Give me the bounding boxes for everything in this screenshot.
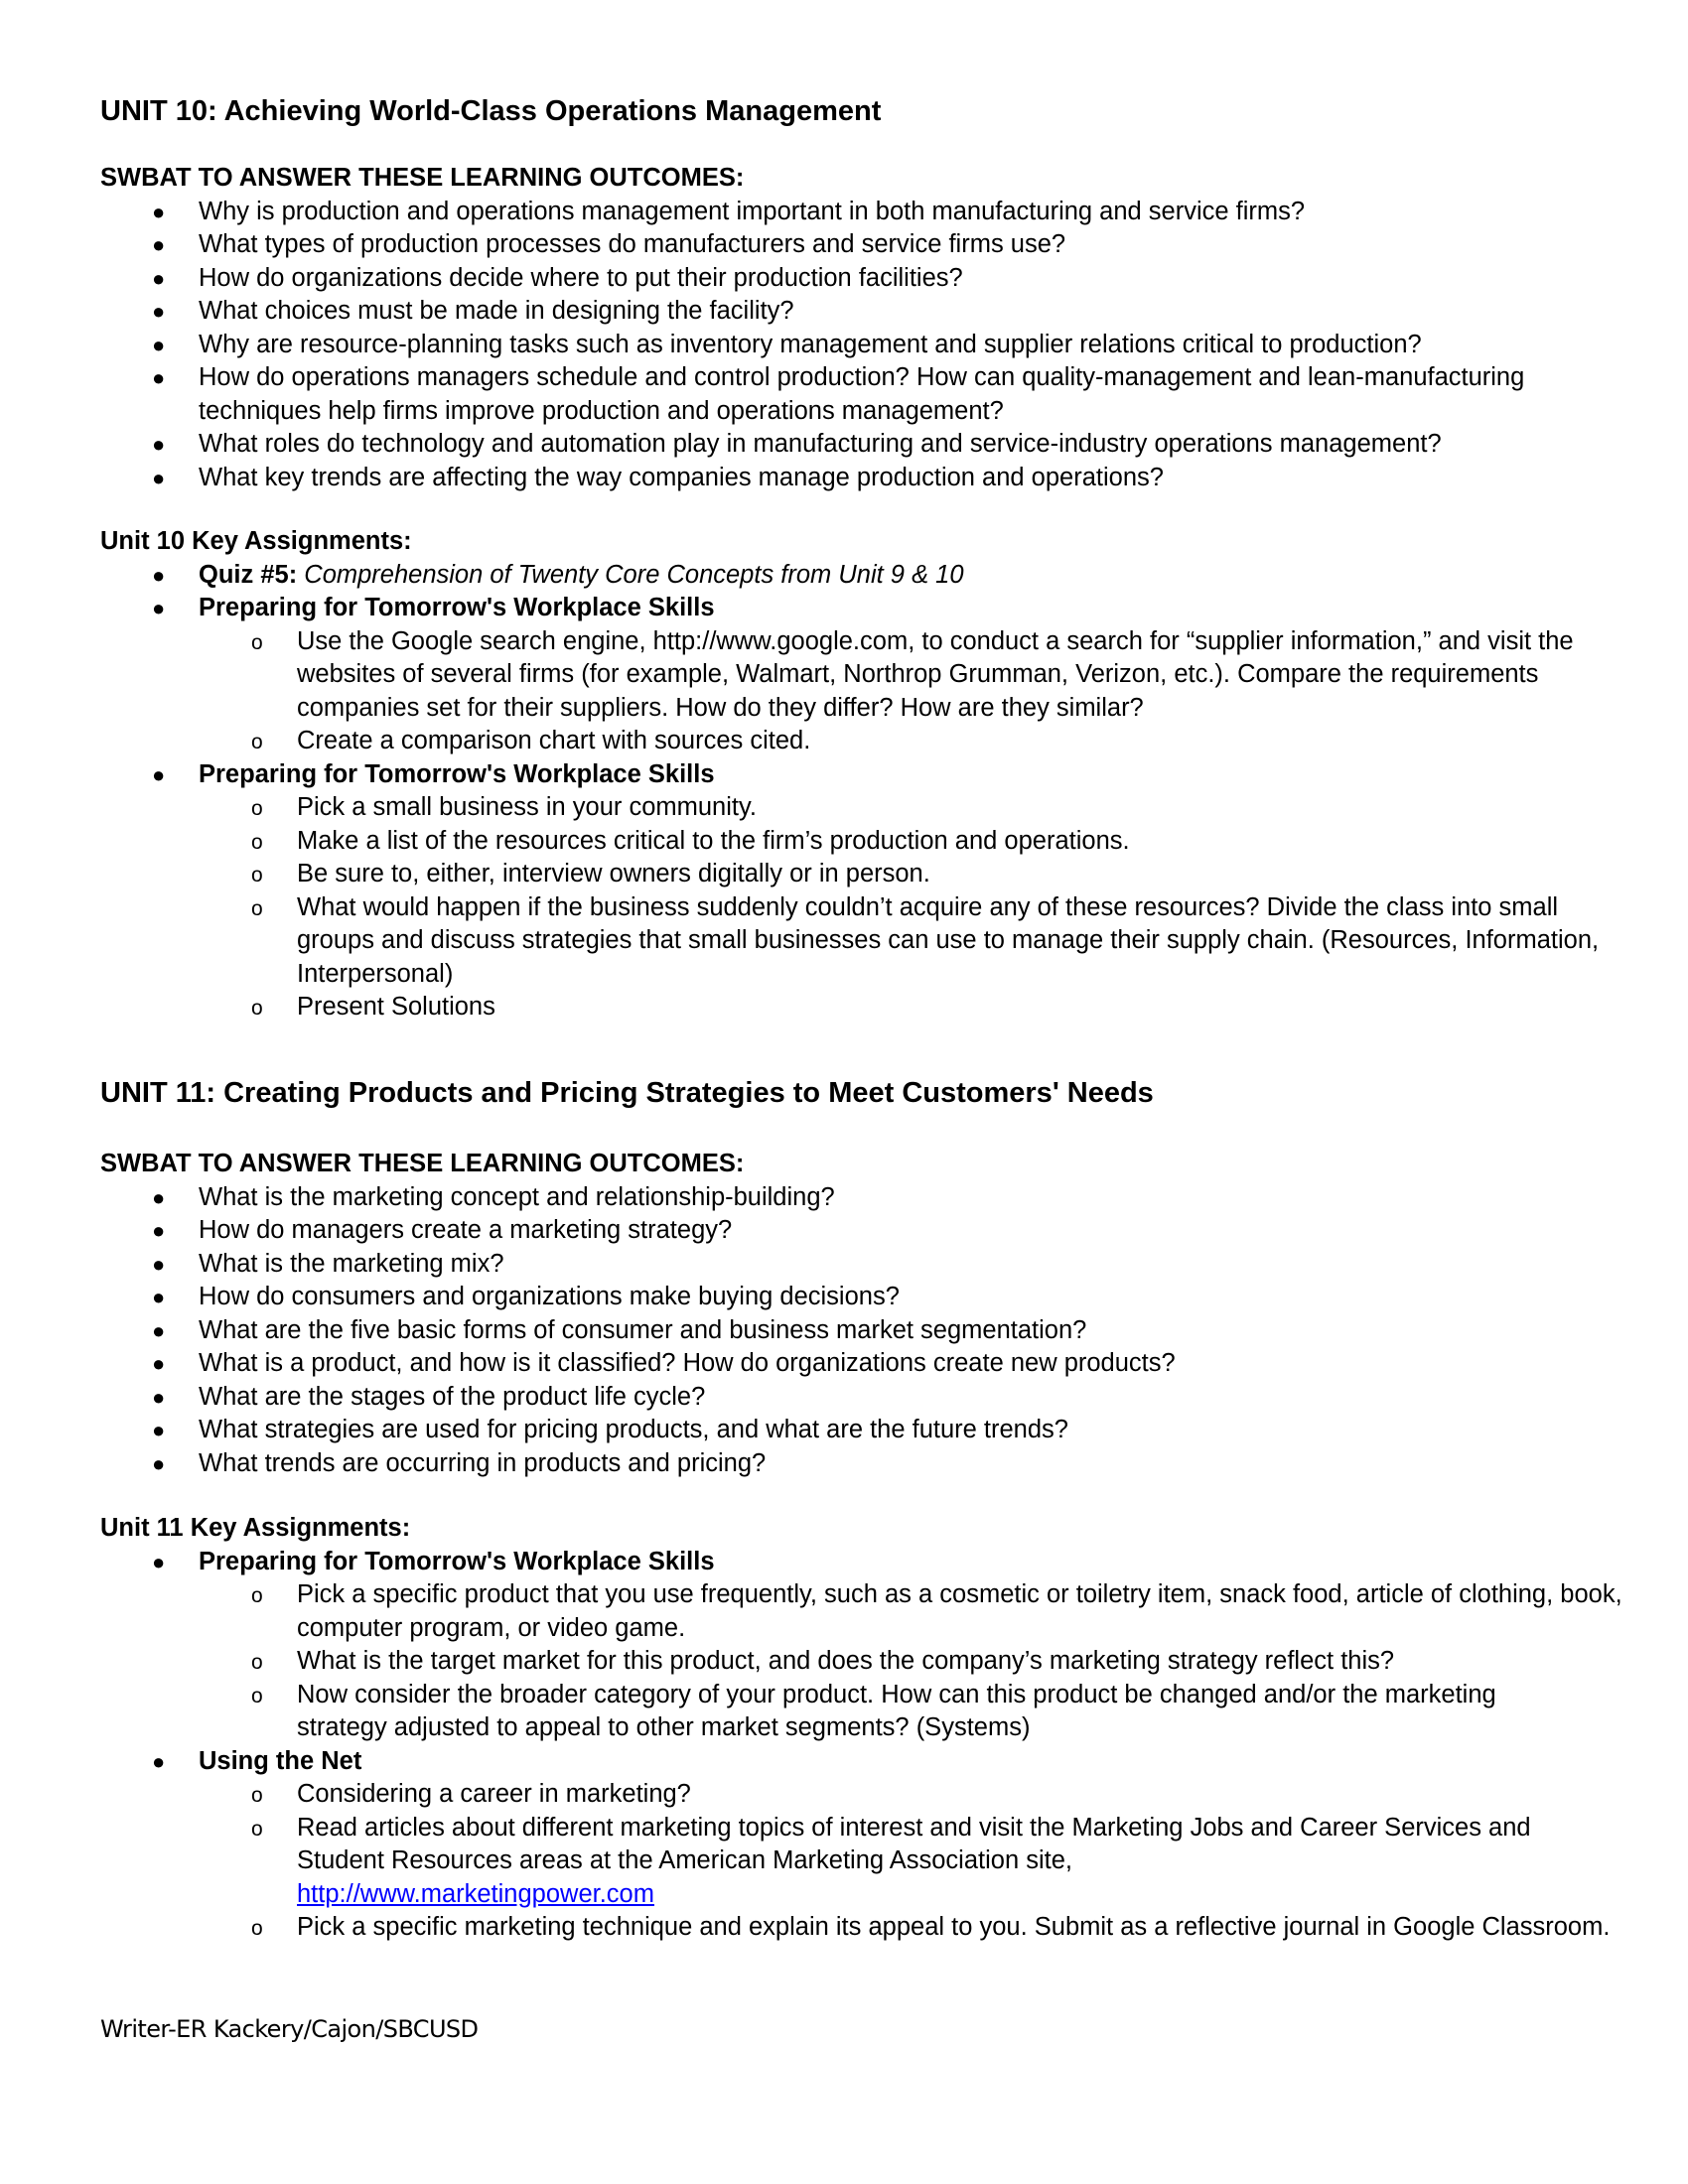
circle-bullet-icon: o: [251, 1584, 263, 1607]
list-item: o What is the target market for this product, and does the company’s marketing strategy reflect this?: [199, 1645, 1649, 1679]
bullet-icon: ●: [152, 1450, 166, 1476]
bullet-icon: ●: [152, 562, 166, 588]
list-item: ● How do consumers and organizations make buying decisions?: [100, 1281, 1649, 1314]
workplace-skills-label: Preparing for Tomorrow's Workplace Skills: [199, 1547, 715, 1575]
bullet-icon: ●: [152, 596, 166, 620]
unit10-section: [100, 93, 1649, 129]
bullet-icon: ●: [152, 1285, 166, 1309]
unit11-section: [100, 1075, 1649, 1111]
unit11-assignments: [100, 1512, 1649, 1945]
list-item: ● What are the stages of the product life cycle?: [100, 1381, 1649, 1415]
list-item: ● Why are resource-planning tasks such as inventory management and supplier relations critical to production?: [100, 329, 1649, 362]
bullet-icon: ●: [152, 232, 166, 257]
list-item: ● What roles do technology and automation play in manufacturing and service-industry operations management?: [100, 428, 1649, 462]
list-item: o Present Solutions: [199, 991, 1649, 1024]
list-item: o Make a list of the resources critical to the firm’s production and operations.: [199, 825, 1649, 859]
list-item: ● Why is production and operations management important in both manufacturing and service firms?: [100, 196, 1649, 229]
list-item: ● How do managers create a marketing strategy?: [100, 1214, 1649, 1248]
unit11-assignments-list: [100, 1546, 1649, 1945]
bullet-icon: ●: [152, 1351, 166, 1376]
bullet-icon: ●: [152, 265, 166, 291]
bullet-icon: ●: [152, 332, 166, 357]
unit11-outcomes-list: [100, 1181, 1649, 1481]
list-item: o Be sure to, either, interview owners digitally or in person.: [199, 858, 1649, 891]
list-item: ● What is a product, and how is it classified? How do organizations create new products?: [100, 1347, 1649, 1381]
circle-bullet-icon: o: [251, 630, 263, 654]
list-item: ● What are the five basic forms of consumer and business market segmentation?: [100, 1314, 1649, 1348]
workplace-skills-label: Preparing for Tomorrow's Workplace Skills: [199, 594, 715, 621]
using-the-net-item: [100, 1745, 1649, 1945]
list-item: o Pick a specific marketing technique and explain its appeal to you. Submit as a reflective journal in Google Classroom.: [199, 1911, 1649, 1945]
circle-bullet-icon: o: [251, 830, 263, 854]
list-item: o Considering a career in marketing?: [199, 1778, 1649, 1812]
quiz-text: Comprehension of Twenty Core Concepts from Unit 9 & 10: [304, 560, 964, 589]
circle-bullet-icon: o: [251, 731, 263, 753]
circle-bullet-icon: o: [251, 1817, 263, 1841]
bullet-icon: ●: [152, 1317, 166, 1343]
list-item: o Use the Google search engine, http://www.google.com, to conduct a search for “supplier information,” and visit the websites of several firms (for example, Walmart, Northrop Grumman, Verizon, etc.). Compare the requirements companies set for their suppliers. How do they differ? How are they similar?: [251, 626, 1574, 722]
list-item: ● What is the marketing concept and relationship-building?: [100, 1181, 1649, 1215]
unit10-assignments-list: [100, 559, 1649, 1024]
unit10-outcomes-list: [100, 196, 1649, 495]
marketingpower-link[interactable]: http://www.marketingpower.com: [297, 1879, 654, 1908]
list-item: ● What types of production processes do manufacturers and service firms use?: [100, 228, 1649, 262]
unit11-title: UNIT 11: Creating Products and Pricing Strategies to Meet Customers' Needs: [100, 1077, 1154, 1109]
list-item: ● What key trends are affecting the way companies manage production and operations?: [100, 462, 1649, 495]
workplace-skills-item: [100, 758, 1649, 1024]
circle-bullet-icon: o: [251, 896, 263, 920]
list-item: o Now consider the broader category of your product. How can this product be changed and/or the marketing strategy adjusted to appeal to other market segments? (Systems): [251, 1680, 1496, 1741]
list-item: ● How do operations managers schedule and control production? How can quality-management and lean-manufacturing techniques help firms improve production and operations management?: [152, 363, 1525, 425]
workplace-skills-label: Preparing for Tomorrow's Workplace Skills: [199, 759, 715, 788]
list-item: o Pick a specific product that you use frequently, such as a cosmetic or toiletry item, snack food, article of clothing, book, computer program, or video game.: [251, 1580, 1622, 1642]
unit11-outcomes-heading: SWBAT TO ANSWER THESE LEARNING OUTCOMES:: [100, 1150, 745, 1177]
unit11-assignments-heading: Unit 11 Key Assignments:: [100, 1514, 411, 1542]
circle-bullet-icon: o: [251, 864, 263, 887]
unit11-outcomes: [100, 1148, 1649, 1480]
using-the-net-label: Using the Net: [199, 1746, 362, 1775]
bullet-icon: ●: [152, 1748, 166, 1774]
bullet-icon: ●: [152, 299, 166, 324]
bullet-icon: ●: [152, 1251, 166, 1277]
circle-bullet-icon: o: [251, 1651, 263, 1674]
bullet-icon: ●: [152, 761, 166, 787]
workplace-skills-item: [100, 1546, 1649, 1745]
bullet-icon: ●: [152, 1218, 166, 1243]
circle-bullet-icon: o: [251, 1684, 263, 1707]
quiz-label: Quiz #5:: [199, 560, 298, 589]
circle-bullet-icon: o: [251, 1917, 263, 1940]
list-item: o Pick a small business in your community.: [199, 791, 1649, 825]
unit10-title: UNIT 10: Achieving World-Class Operations Management: [100, 95, 882, 127]
bullet-icon: ●: [152, 465, 166, 490]
bullet-icon: ●: [152, 1184, 166, 1210]
unit10-assignments-heading: Unit 10 Key Assignments:: [100, 527, 412, 555]
workplace-skills-item: [100, 592, 1649, 758]
list-item: ● How do organizations decide where to put their production facilities?: [100, 262, 1649, 296]
list-item: ● What choices must be made in designing the facility?: [100, 295, 1649, 329]
bullet-icon: ●: [152, 1418, 166, 1442]
unit10-assignments: [100, 525, 1649, 1024]
bullet-icon: ●: [152, 365, 166, 390]
unit10-outcomes: [100, 162, 1649, 494]
list-item: o What would happen if the business suddenly couldn’t acquire any of these resources? Divide the class into small groups and discuss strategies that small businesses can use to manage their supply chain. (Resources, Information, Interpersonal): [251, 892, 1600, 988]
list-item: ● What trends are occurring in products and pricing?: [100, 1447, 1649, 1481]
footer-credit: Writer-ER Kackery/Cajon/SBCUSD: [100, 2015, 479, 2043]
list-item: ● What is the marketing mix?: [100, 1248, 1649, 1282]
circle-bullet-icon: o: [251, 1784, 263, 1807]
bullet-icon: ●: [152, 1549, 166, 1574]
circle-bullet-icon: o: [251, 997, 263, 1020]
unit10-outcomes-heading: SWBAT TO ANSWER THESE LEARNING OUTCOMES:: [100, 164, 745, 192]
quiz-item: [100, 559, 1649, 593]
list-item: ● What strategies are used for pricing products, and what are the future trends?: [100, 1414, 1649, 1447]
list-item: o Read articles about different marketing topics of interest and visit the Marketing Jobs and Career Services and Student Resources areas at the American Marketing Association site, http://www.marketingpower.com: [251, 1813, 1531, 1908]
circle-bullet-icon: o: [251, 797, 263, 820]
bullet-icon: ●: [152, 432, 166, 457]
list-item: o Create a comparison chart with sources cited.: [199, 725, 1649, 758]
bullet-icon: ●: [152, 1384, 166, 1410]
bullet-icon: ●: [152, 199, 166, 224]
